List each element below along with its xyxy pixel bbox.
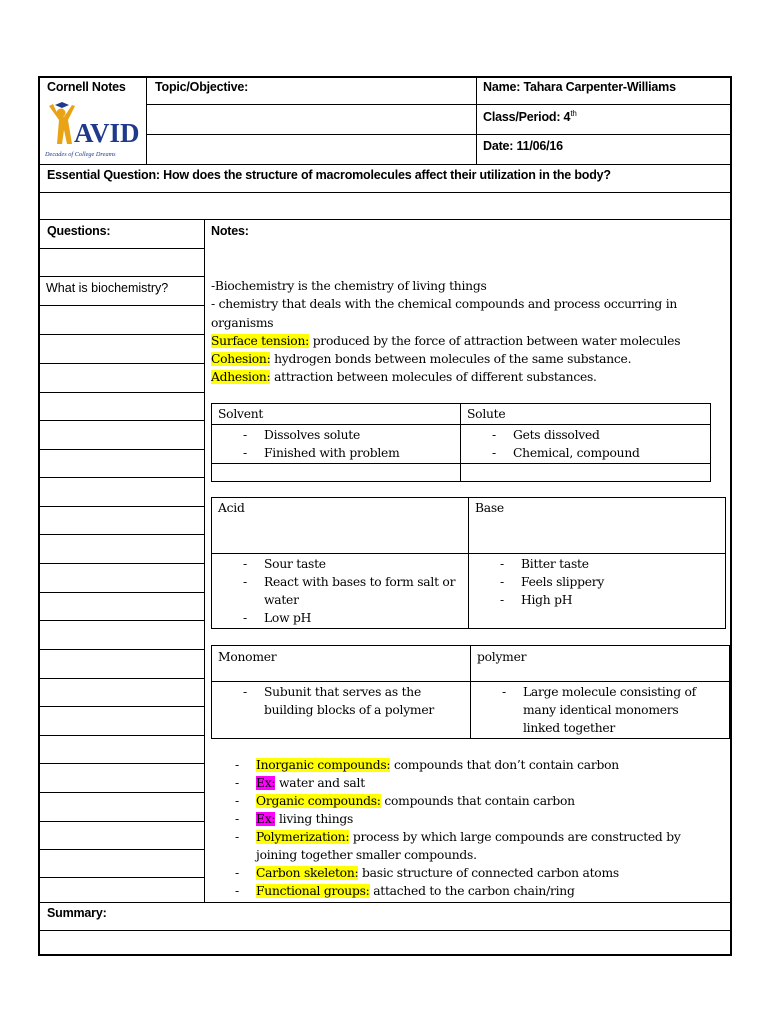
grid-line bbox=[146, 76, 147, 164]
notes-label: Notes: bbox=[211, 224, 249, 238]
definition-surface-tension bbox=[211, 332, 723, 350]
term-highlight: Carbon skeleton: bbox=[256, 866, 359, 880]
list-item bbox=[256, 864, 722, 882]
table-header: polymer bbox=[471, 646, 730, 682]
question-row-line bbox=[38, 506, 205, 507]
grid-line bbox=[38, 192, 732, 193]
monomer-polymer-table bbox=[211, 645, 730, 739]
question-row-line bbox=[38, 305, 205, 306]
term-highlight: Functional groups: bbox=[256, 884, 370, 898]
list-item bbox=[256, 810, 722, 828]
table-header: Acid bbox=[212, 498, 469, 554]
table-header: Base bbox=[469, 498, 726, 554]
table-header: Monomer bbox=[212, 646, 471, 682]
term-highlight: Cohesion: bbox=[211, 352, 271, 367]
question-row-line bbox=[38, 363, 205, 364]
definition-text: basic structure of connected carbon atoms bbox=[358, 866, 619, 880]
example-highlight: Ex: bbox=[256, 812, 276, 826]
table-cell bbox=[212, 425, 461, 464]
term-highlight: Inorganic compounds: bbox=[256, 758, 391, 772]
definition-text: compounds that don’t contain carbon bbox=[390, 758, 619, 772]
question-row-line bbox=[38, 877, 205, 878]
list-item bbox=[256, 828, 722, 864]
question-row-line bbox=[38, 534, 205, 535]
definition-adhesion bbox=[211, 368, 723, 386]
graduate-figure-icon bbox=[49, 102, 75, 144]
definition-text: water and salt bbox=[275, 776, 365, 790]
question-row-line bbox=[38, 620, 205, 621]
cornell-notes-label: Cornell Notes bbox=[47, 80, 126, 94]
list-item: - Sour taste bbox=[264, 555, 462, 573]
table-header: Solute bbox=[461, 404, 711, 425]
date: Date: 11/06/16 bbox=[483, 139, 563, 153]
grid-line bbox=[38, 219, 732, 220]
summary-label: Summary: bbox=[47, 906, 107, 920]
definitions-list bbox=[230, 756, 722, 900]
question-row-line bbox=[38, 821, 205, 822]
grid-line bbox=[38, 930, 732, 931]
term-highlight: Polymerization: bbox=[256, 830, 350, 844]
class-period-text: Class/Period: 4 bbox=[483, 110, 571, 125]
list-item: - Dissolves solute bbox=[264, 426, 454, 444]
question-row-line bbox=[38, 706, 205, 707]
grid-line bbox=[204, 219, 205, 902]
definition-text: living things bbox=[275, 812, 354, 826]
list-item: - Gets dissolved bbox=[513, 426, 704, 444]
list-item: - React with bases to form salt or water bbox=[264, 573, 462, 609]
grid-line bbox=[38, 164, 732, 165]
term-highlight: Surface tension: bbox=[211, 333, 310, 348]
table-cell bbox=[471, 682, 730, 739]
list-item bbox=[256, 756, 722, 774]
question-row-line bbox=[38, 649, 205, 650]
avid-logo-text: AVID bbox=[74, 118, 140, 148]
question-row-line bbox=[38, 763, 205, 764]
definition-text: process by which large compounds are constructed by joining together smaller compounds. bbox=[256, 830, 681, 862]
question-row-line bbox=[38, 849, 205, 850]
topic-objective-label: Topic/Objective: bbox=[155, 80, 249, 94]
table-cell bbox=[212, 682, 471, 739]
list-item: - Feels slippery bbox=[521, 573, 719, 591]
definition-text: compounds that contain carbon bbox=[380, 794, 575, 808]
list-item: - Bitter taste bbox=[521, 555, 719, 573]
question-row-line bbox=[38, 420, 205, 421]
question-row-line bbox=[38, 276, 205, 277]
definition-text: attached to the carbon chain/ring bbox=[369, 884, 575, 898]
list-item: - Large molecule consisting of many identical monomers linked together bbox=[523, 683, 715, 737]
definition-cohesion bbox=[211, 350, 723, 368]
notes-line: organisms bbox=[211, 315, 274, 330]
notes-body bbox=[211, 277, 723, 387]
question-row-line bbox=[38, 592, 205, 593]
question-item: What is biochemistry? bbox=[46, 281, 169, 295]
list-item bbox=[256, 882, 722, 900]
list-item: - Subunit that serves as the building blocks of a polymer bbox=[264, 683, 456, 719]
question-row-line bbox=[38, 477, 205, 478]
question-row-line bbox=[38, 563, 205, 564]
question-row-line bbox=[38, 792, 205, 793]
list-item: - Finished with problem bbox=[264, 444, 454, 462]
grid-line bbox=[146, 134, 732, 135]
grid-line bbox=[146, 104, 732, 105]
grid-line bbox=[476, 76, 477, 164]
list-item: - Chemical, compound bbox=[513, 444, 704, 462]
avid-tagline: Decades of College Dreams bbox=[45, 151, 116, 158]
term-highlight: Organic compounds: bbox=[256, 794, 381, 808]
list-item bbox=[256, 774, 722, 792]
notes-line: - chemistry that deals with the chemical compounds and process occurring in bbox=[211, 297, 678, 312]
question-row-line bbox=[38, 334, 205, 335]
definition-text: produced by the force of attraction between water molecules bbox=[309, 333, 681, 348]
essential-question: Essential Question: How does the structure of macromolecules affect their utilization in the body? bbox=[47, 168, 611, 182]
table-cell bbox=[461, 464, 711, 482]
list-item: - Low pH bbox=[264, 609, 462, 627]
definition-text: attraction between molecules of different substances. bbox=[270, 370, 597, 385]
table-cell bbox=[461, 425, 711, 464]
student-name: Name: Tahara Carpenter-Williams bbox=[483, 80, 676, 94]
example-highlight: Ex: bbox=[256, 776, 276, 790]
table-header: Solvent bbox=[212, 404, 461, 425]
question-row-line bbox=[38, 392, 205, 393]
question-row-line bbox=[38, 449, 205, 450]
notes-line: -Biochemistry is the chemistry of living things bbox=[211, 279, 487, 293]
question-row-line bbox=[38, 678, 205, 679]
solvent-solute-table bbox=[211, 403, 711, 482]
grid-line bbox=[38, 902, 732, 903]
class-period-sup: th bbox=[570, 109, 577, 118]
definition-text: hydrogen bonds between molecules of the same substance. bbox=[270, 352, 632, 367]
table-cell bbox=[212, 464, 461, 482]
list-item bbox=[256, 792, 722, 810]
questions-label: Questions: bbox=[47, 224, 111, 238]
table-cell bbox=[212, 554, 469, 629]
acid-base-table bbox=[211, 497, 726, 629]
question-row-line bbox=[38, 735, 205, 736]
avid-logo bbox=[45, 100, 145, 162]
list-item: - High pH bbox=[521, 591, 719, 609]
table-cell bbox=[469, 554, 726, 629]
question-row-line bbox=[38, 248, 205, 249]
class-period bbox=[483, 109, 577, 124]
term-highlight: Adhesion: bbox=[211, 370, 271, 385]
